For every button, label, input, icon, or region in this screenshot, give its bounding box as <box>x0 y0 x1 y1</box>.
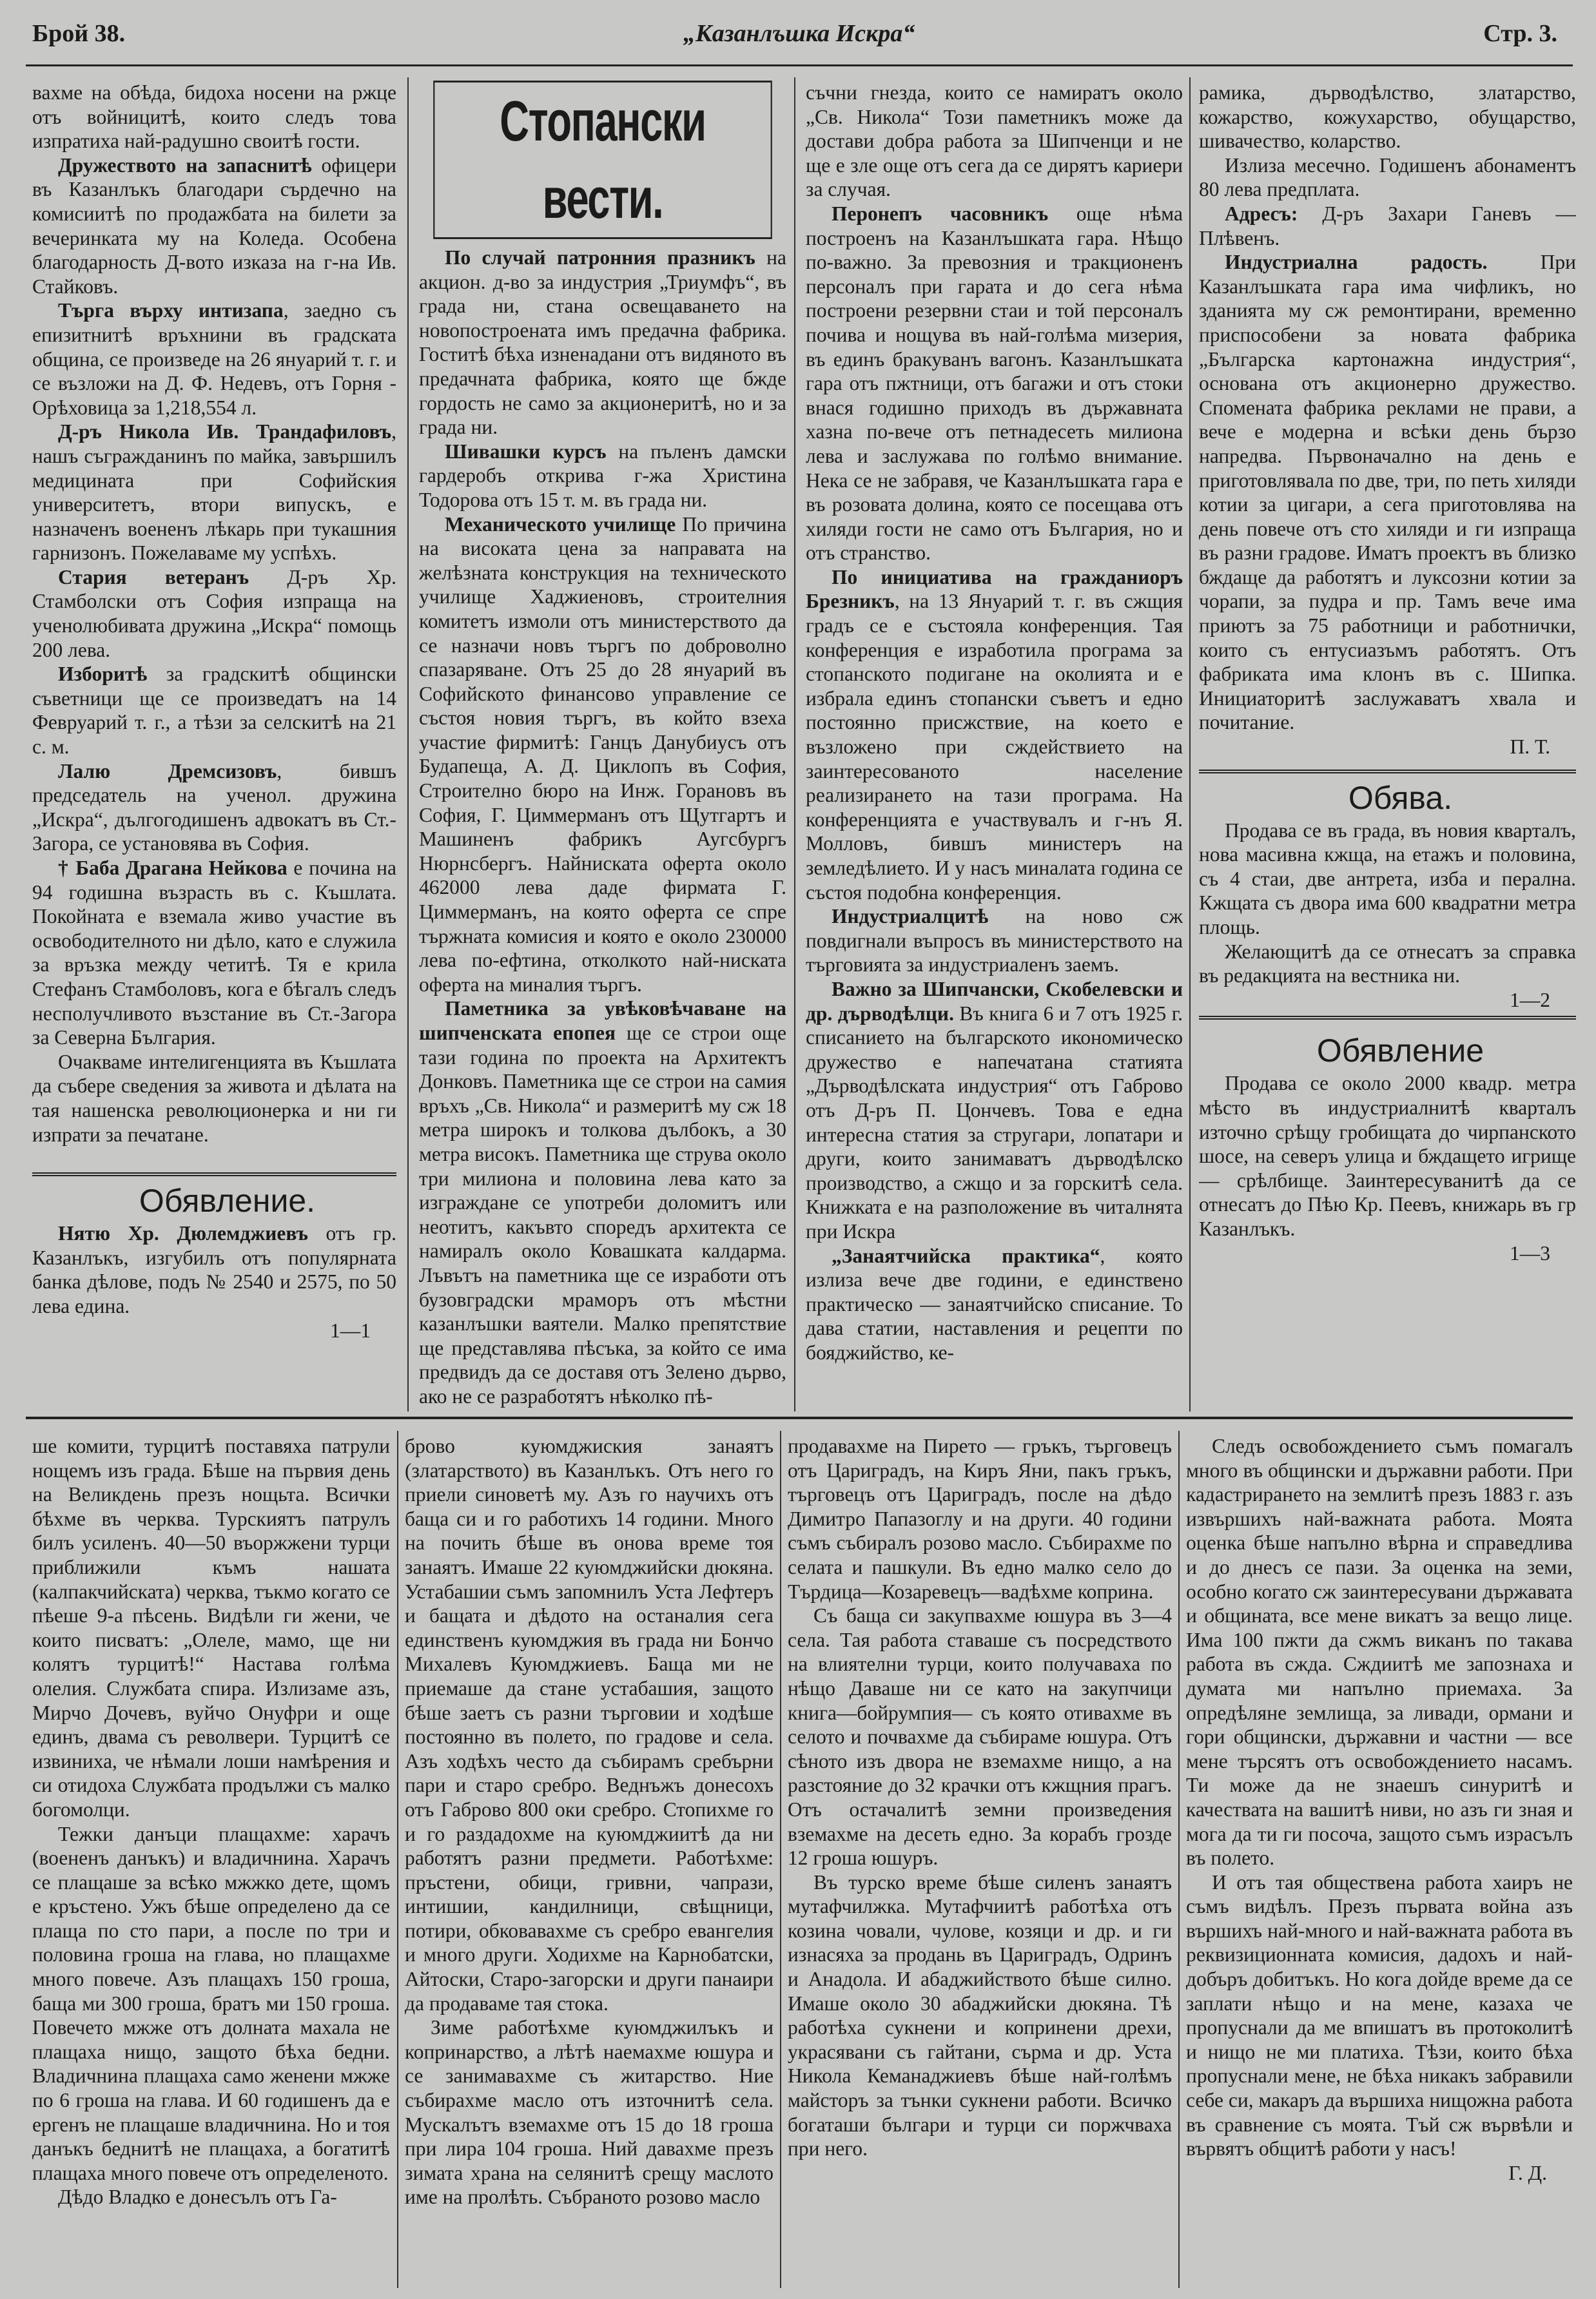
bottom-column-3 <box>788 1434 1172 2285</box>
ad-number: 1—2 <box>1510 988 1550 1011</box>
article-text: Тежки данъци плащахме: харачъ (воененъ данъкъ) и владичнина. Харачъ се плащаше за всѣко мжжко дете, щомъ е кръстено. Ужъ бѣше определено да се плаща по сто пари, а после по три и половина гроша на глава, но плащахме много повече. Азъ плащахъ 150 гроша, баща ми 300 гроша, братъ ми 150 гроша. Повечето мжже отъ долната махала не плащаха нищо, защото бѣха бедни. Владичнина плащаха само женени мжже по 6 гроша на глава. И 60 годишенъ да е ергенъ не плащаше владичнина. Но и тоя данъкъ беднитѣ не плащаха, а богатитѣ плащаха много повече отъ определеното. <box>32 1822 390 2184</box>
article-headline: Адресъ: <box>1225 202 1298 225</box>
ad-heading: Обявление <box>1316 1033 1484 1069</box>
memoir-part-4 <box>1186 1434 1573 2161</box>
article-headline: Перонепъ часовникъ <box>832 202 1049 225</box>
article-headline: Шивашки курсъ <box>445 440 607 463</box>
ad-text: Продава се около 2000 квадр. метра мѣсто въ индустриалнитѣ кварталъ източно срѣщу гробищата до чирпанското шосе, на северъ улица и бждащето игрище — срѣлбище. Заинтересуванитѣ да се отнесатъ до Пѣю Кр. Пеевъ, книжарь въ гр Казанлъкъ. <box>1199 1072 1576 1240</box>
article-paragraph <box>1186 1434 1573 1870</box>
land-sale-ad <box>1199 1030 1576 1265</box>
bottom-column-1 <box>32 1434 390 2285</box>
article-paragraph <box>806 977 1183 1244</box>
article-paragraph <box>419 512 786 997</box>
column-divider <box>407 77 409 1411</box>
article-text: Очакваме интелигенцията въ Къшлата да събере сведения за живота и дѣлата на тая нашенска революционерка и ни ги изпрати за печатане. <box>32 1050 396 1146</box>
article-text: Излиза месечно. Годишенъ абонаментъ 80 лева предплата. <box>1199 153 1576 201</box>
article-headline: Индустриалцитѣ <box>832 905 989 928</box>
article-paragraph <box>32 759 396 856</box>
notice-body: отъ гр. Казанлъкъ, изгубилъ отъ популярната банка дѣлове, подъ № 2540 и 2575, по 50 лева едина. <box>32 1222 396 1317</box>
article-paragraph <box>1199 81 1576 153</box>
article-text: е почина на 94 годишна възрасть въ с. Къшлата. Покойната е вземала живо участие въ освободителното ни дѣло, като е служила за връзка между четитѣ. Тя е крила Стефанъ Стамболовъ, кога е бѣгалъ следъ несполучливото възстание въ Ст.-Загора за Северна България. <box>32 857 396 1049</box>
lost-shares-notice <box>32 1172 396 1346</box>
header-divider <box>26 64 1573 66</box>
article-text: Следъ освобождението съмъ помагалъ много въ общински и държавни работи. При кадастрирането на землитѣ презъ 1883 г. азъ извършихъ най-важната работа. Моята оценка бѣше напълно вѣрна и справедлива и до днесъ се пази. За оценка на земи, особно когато сж заинтересувани държавата и общината, все мене викатъ за вещо лице. Има 100 пжти да сжмъ виканъ по такава работа въ сжда. Сждиитѣ ме запознаха и думата ми напълно приемаха. За опредѣляне землища, за ливади, ормани и гори общински, държавни и частни — все мене търсятъ отъ освобождението насамъ. Ти може да не знаешъ синуритѣ и качествата на вашитѣ ниви, но азъ ги зная и мога да ти ги посоча, защото съмъ израсълъ въ полето. <box>1186 1435 1573 1870</box>
article-paragraph <box>32 565 396 662</box>
page-number: Стр. 3. <box>1483 20 1557 47</box>
article-paragraph <box>788 1870 1172 2161</box>
section-title: Стопански вести. <box>433 81 772 239</box>
memoir-part-2 <box>405 1434 774 2209</box>
article-paragraph <box>32 81 396 153</box>
notice-text <box>32 1221 396 1318</box>
memoir-part-1 <box>32 1434 390 2209</box>
ad-number: 1—3 <box>1510 1241 1550 1265</box>
article-text: , заедно съ епизитнитѣ връхнини въ градската община, се произведе на 26 януарий т. г. и се възложи на Д. Ф. Недевъ, отъ Горня - Орѣховица за 1,218,554 л. <box>32 299 396 419</box>
top-column-4 <box>1199 81 1576 1408</box>
article-paragraph <box>806 1244 1183 1365</box>
article-text: съчни гнезда, които се намиратъ около „Св. Никола“ Този паметникъ може да достави добра работа за Шипченци и не ще е зле още отъ сега да се дирятъ кариери за случая. <box>806 81 1183 201</box>
column-divider <box>794 77 795 1411</box>
article-paragraph <box>1199 153 1576 202</box>
article-text: И отъ тая обществена работа хаиръ не съмъ видѣлъ. Презъ първата война азъ вършихъ най-много и най-важната работа въ реквизиционната комисия, дадохъ и най-добъръ добитъкъ. Но кога дойде време да се заплати нѣщо и на мене, казаха че пропуснали да ме впишатъ въ протоколитѣ и нищо не ми платиха. Тѣзи, които бѣха пропуснали мене, не бѣха никакъ забравили себе си, макаръ да вършиха нищожна работа въ сравнение съ моята. Тъй сж вървѣли и вървятъ общитѣ работи у насъ! <box>1186 1870 1573 2160</box>
ad-text: Желающитѣ да се отнесатъ за справка въ редакцията на вестника ни. <box>1199 940 1576 987</box>
column-divider <box>780 1431 781 2288</box>
article-paragraph <box>32 662 396 759</box>
notice-name: Нятю Хр. Дюлемджиевъ <box>58 1222 308 1245</box>
article-headline: Лалю Дремсизовъ <box>58 759 277 782</box>
article-paragraph <box>1199 250 1576 735</box>
article-paragraph <box>32 420 396 565</box>
article-paragraph <box>419 996 786 1408</box>
top-column-2 <box>419 81 786 1408</box>
notice-heading: Обявление. <box>139 1183 316 1219</box>
article-text: Съ баща си закупвахме юшура въ 3—4 села. Тая работа ставаше съ посредството на влиятелни турци, които получаваха по нѣщо Даваше ни се като на закупчици книга—бойрумпия— съ която отивахме въ селото и почвахме да събираме юшура. Отъ сѣното изъ двора не вземахме нищо, а на разстояние до 32 крачки отъ кжщния прагъ. Отъ остачалитѣ земни произведения вземахме на десеть едно. За корабъ грозде 12 гроша юшуръ. <box>788 1604 1172 1870</box>
top-column-1 <box>32 81 396 1408</box>
article-text: , на 13 Януарий т. г. въ сжщия градъ се е състояла конференция. Тая конференция е изработила програма за стопанското подигане на околията и е избрала единъ стопански съветъ и едно постоянно присжствие, на което е възложено при сждействието на заинтересованото население реализирането на тази програма. На конференцията е участвувалъ и г-нъ Я. Молловъ, бившъ министеръ на земледѣлието. И у насъ миналата година се състоя подобна конференция. <box>806 590 1183 904</box>
article-text: Д-ръ Хр. Стамболски отъ София изпраща на ученолюбивата дружина „Искра“ помощь 200 лева. <box>32 565 396 661</box>
article-paragraph <box>1199 202 1576 250</box>
article-headline: † Баба Драгана Нейкова <box>58 857 287 879</box>
column-divider <box>397 1431 398 2288</box>
article-headline: Дружеството на запаснитѣ <box>58 153 312 177</box>
article-text: на акцион. д-во за индустрия „Триумфъ“, въ града ни, стана освещаването на новопостроената имъ предачна фабрика. Гоститѣ бѣха изненадани отъ видяното въ предачната фабрика, която ще бжде гордость не само за акционеритѣ, но и за града ни. <box>419 246 786 439</box>
article-paragraph <box>788 1604 1172 1870</box>
article-headline: Стария ветеранъ <box>58 565 249 588</box>
article-text: Въ книга 6 и 7 отъ 1925 г. списанието на българското икономическо дружество е напечатана статията „Дърводѣлската индустрия“ отъ Габрово отъ Д-ръ П. Цончевъ. Това е една интересна статия за стругари, лопатари и други, които занимаватъ дърводѣлско производство, а сжщо и за горскитѣ села. Книжката е на разположение въ читалнята при Искра <box>806 1002 1183 1243</box>
article-text: Дѣдо Владко е донесълъ отъ Га- <box>58 2186 337 2209</box>
article-paragraph <box>32 1822 390 2186</box>
article-paragraph <box>806 81 1183 202</box>
section-divider <box>26 1417 1573 1419</box>
issue-number: Брой 38. <box>32 20 126 47</box>
article-text: за градскитѣ общински съветници ще се произведатъ на 14 Февруарий т. г., а тѣзи за селскитѣ на 21 с. м. <box>32 663 396 759</box>
article-headline: Изборитѣ <box>58 663 148 686</box>
article-text: ще се строи още тази година по проекта на Архитектъ Донковъ. Паметника ще се строи на самия връхъ „Св. Никола“ и размеритѣ му сж 18 метра широкъ и толкова дълбокъ, а 30 метра високъ. Паметника ще струва около три милиона и половина лева като за изграждане се употреби доломитъ или неотитъ, какъвто споредъ архитекта се намиралъ около Ковашката калдарма. Лъвътъ на паметника ще се изработи отъ бузовградски мраморъ отъ мѣстни казанлъшки ваятели. Малко препятствие ще представлява пѣсъка, за който се има предвидъ да се доставя отъ Зелено дърво, ако не се разработятъ нѣколко пѣ- <box>419 1022 786 1408</box>
article-text: рамика, дърводѣлство, златарство, кожарство, кожухарство, обущарство, шивачество, коларство. <box>1199 81 1576 153</box>
article-headline: По инициатива на гражданиоръ Брезникъ <box>806 565 1183 613</box>
article-text: вахме на обѣда, бидоха носени на ржце отъ войницитѣ, които следъ това изпратиха най-радушно своитѣ гости. <box>32 81 396 153</box>
article-text: Въ турско време бѣше силенъ занаятъ мутафчилжка. Мутафчиитѣ работѣха отъ козина човали, чулове, козяци и др. и ги изнасяха за продань въ Цариградъ, Одринъ и Анадола. И абаджийството бѣше силно. Имаше около 30 абаджийски дюкяна. Тѣ работѣха сукнени и копринени дрехи, украсявани съ гайтани, сърма и др. Уста Никола Кеманаджиевъ бѣше най-голѣмъ майсторъ за тънки сукнени работи. Всичко богаташи българи и турци си поржчваха при него. <box>788 1870 1172 2160</box>
memoir-signature: Г. Д. <box>1508 2161 1547 2184</box>
column-divider <box>1189 77 1191 1411</box>
article-headline: По случай патронния празникъ <box>445 246 755 269</box>
article-text: При Казанлъшката гара има чифликъ, но зданията му сж ремонтирани, временно приспособени за новата фабрика „Българска картонажна индустрия“, основана отъ акционерно дружество. Спомената фабрика реклами не прави, а вече е модерна и всѣки день бързо напредва. Първоначално на день е приготовлявала по две, три, по петь хиляди котии за цигари, а сега приготовлява на день повече отъ сто хиляди и ги изпраща въ разни градове. Иматъ проектъ въ близко бждаще да работятъ и луксозни котии за чорапи, за пудра и пр. Тамъ вече има приютъ за 75 работници и работнички, които съ ентусиазъмъ работятъ. Отъ фабриката има клонъ въ с. Шипка. Инициаторитѣ заслужаватъ хвала и почитание. <box>1199 251 1576 734</box>
ad-heading: Обява. <box>1348 779 1453 816</box>
memoir-part-3 <box>788 1434 1172 2161</box>
article-paragraph <box>806 904 1183 977</box>
article-text: продавахме на Пирето — гръкъ, търговецъ отъ Цариградъ, на Киръ Яни, пакъ гръкъ, търговецъ отъ Цариградъ, после на дѣдо Димитро Папазоглу и на други. 40 години съмъ събиралъ розово масло. Събирахме по селата и пашкули. Въ едно малко село до Търдица—Козаревецъ—вадѣхме коприна. <box>788 1435 1172 1603</box>
ad-text: Продава се въ града, въ новия кварталъ, нова масивна кжща, на етажъ и половина, съ 4 стаи, две антрета, изба и перална. Кжщата съ двора има 600 квадратни метра площь. <box>1199 819 1576 938</box>
article-headline: Търга върху интизапа <box>58 299 284 322</box>
article-paragraph <box>32 153 396 299</box>
top-column-3 <box>806 81 1183 1408</box>
article-paragraph <box>32 1434 390 1822</box>
article-text: Зиме работѣхме куюмджилъкъ и копринарство, а лѣтѣ наемахме юшура и се занимавахме съ житарство. Ние събирахме масло отъ източнитѣ села. Мускалътъ вземахме отъ 15 до 18 гроша при лира 104 гроша. Ний давахме презъ зимата храна на селянитѣ срещу маслото име на пролѣть. Събраното розово масло <box>405 2016 774 2209</box>
house-sale-ad <box>1199 770 1576 1020</box>
bottom-column-2 <box>405 1434 774 2285</box>
col4-articles <box>1199 81 1576 735</box>
bottom-column-4 <box>1186 1434 1573 2285</box>
article-text: , бившъ председатель на ученол. дружина „Искра“, дългогодишенъ адвокатъ въ Ст.-Загора, се установява въ София. <box>32 759 396 855</box>
article-paragraph <box>788 1434 1172 1604</box>
article-headline: Паметника за увѣковѣчаване на шипченската епопея <box>419 997 786 1044</box>
article-headline: Механическото училище <box>445 512 676 536</box>
notice-number: 1—1 <box>330 1319 371 1342</box>
article-paragraph <box>405 1434 774 2015</box>
article-paragraph <box>32 856 396 1050</box>
article-text: още нѣма построенъ на Казанлъшката гара. Нѣщо по-важно. За превозния и тракционенъ персоналъ при гарата и до сега нѣма построени резервни стаи и той персоналъ почива и нощува въ най-голѣма мизерия, въ единъ бракуванъ вагонъ. Казанлъшката гара отъ пжтници, отъ багажи и отъ стоки внася годишно приходъ въ държавната хазна по-вече отъ петнадесеть милиона лева и заслужава по голѣмо внимание. Нека се не забравя, че Казанлъшката гара е въ розовата долина, която се посещава отъ хиляди гости не само отъ България, но и отъ странство. <box>806 202 1183 565</box>
article-signature: П. Т. <box>1510 735 1550 759</box>
article-text: офицери въ Казанлъкъ благодари сърдечно на комисиитѣ по продажбата на билети за вечеринката му на Коледа. Особена благодарность Д-вото изказа на г-на Ив. Стайковъ. <box>32 153 396 298</box>
article-text: брово куюмджиския занаятъ (златарството) въ Казанлъкъ. Отъ него го приели синоветѣ му. Азъ го научихъ отъ баща си и го работихъ 14 години. Много на почить бѣше въ онова време тоя занаятъ. Имаше 22 куюмджийски дюкяна. Устабашии съмъ запомнилъ Уста Лефтеръ и бащата и дѣдото на останалия сега единственъ куюмджия въ града ни Бончо Михалевъ Куюмджиевъ. Баща ми не приемаше да стане устабашия, защото бѣше заетъ съ разни търговии и ходѣше постоянно въ полето, по градове и села. Азъ ходѣхъ често да събирамъ сребърни пари и старо сребро. Веднъжъ донесохъ отъ Габрово 800 оки сребро. Стопихме го и го раздадохме на куюмджиитѣ да ни работятъ разни предмети. Работѣхме: пръстени, обици, гривни, чапрази, интишии, кандилници, свѣщници, потири, обковавахме съ сребро евангелия и много други. Ходихме на Карнобатски, Айтоски, Старо-загорски и други панаири да продаваме тая стока. <box>405 1435 774 2015</box>
article-headline: Важно за Шипчански, Скобелевски и др. дърводѣлци. <box>806 977 1183 1025</box>
article-paragraph <box>419 440 786 512</box>
article-paragraph <box>806 565 1183 904</box>
article-headline: „Занаятчийска практика“ <box>832 1244 1100 1267</box>
article-text: ше комити, турцитѣ поставяха патрули нощемъ изъ града. Бѣше на първия день на Великдень презъ нощьта. Всички бѣхме въ черква. Турскиятъ патрулъ билъ усиленъ. 40—50 въоржжени турци приближили къмъ нашата (калпакчийската) черква, тъкмо когато се пѣеше 9-а пѣсень. Видѣли ги жени, че които писватъ: „Олеле, мамо, ще ни колятъ турцитѣ!“ Настава голѣма олелия. Службата спира. Излизаме азъ, Мирчо Дочевъ, вуйчо Онуфри и още единъ, двама съ револвери. Турцитѣ се извиниха, че нѣмали лоши намѣрения и си отидоха Службата продължи съ малко богомолци. <box>32 1435 390 1821</box>
article-paragraph <box>32 1050 396 1147</box>
article-paragraph <box>32 298 396 420</box>
col3-articles <box>806 81 1183 1364</box>
article-paragraph <box>1186 1870 1573 2161</box>
article-text: на ново сж повдигнали въпросъ въ министерството на търговията за индустриаленъ заемъ. <box>806 905 1183 976</box>
article-paragraph <box>405 2015 774 2209</box>
article-headline: Индустриална радость. <box>1225 251 1488 274</box>
col1-articles <box>32 81 396 1147</box>
column-divider <box>1178 1431 1180 2288</box>
article-text: , нашъ съгражданинъ по майка, завършилъ медицината при Софийския университетъ, втори випускъ, е назначенъ воененъ лѣкарь при тукашния гарнизонъ. Пожелаваме му успѣхъ. <box>32 420 396 565</box>
col2-articles <box>419 246 786 1408</box>
newspaper-title: „Казанлъшка Искра“ <box>683 20 915 47</box>
article-text: По причина на високата цена за направата на желѣзната конструкция на техническото училище Хаджиеновъ, строителния комитетъ измоли отъ министерството да се назначи новъ търгъ по доброволно спазаряване. Отъ 25 до 28 януарий въ Софийското финансово управление се състоя новия търгъ, въ който взеха участие фирмитѣ: Ганцъ Данубиусъ отъ Будапеща, А. Д. Циклопъ въ София, Строително бюро на Инж. Горановъ въ София, Г. Циммерманъ отъ Щутгартъ и Машиненъ фабрикъ Аугсбургъ Нюрнсбергъ. Найниската оферта около 462000 лева даде фирмата Г. Циммерманъ, на която оферта се спре тържната комисия и която е около 230000 лева по-ефтина, отколкото най-ниската оферта на миналия търгъ. <box>419 512 786 996</box>
article-paragraph <box>419 246 786 440</box>
article-text: на пъленъ дамски гардеробъ открива г-жа Христина Тодорова отъ 15 т. м. въ града ни. <box>419 440 786 511</box>
article-text: Д-ръ Захари Ганевъ — Плѣвенъ. <box>1199 202 1576 249</box>
article-paragraph <box>32 2185 390 2209</box>
article-headline: Д-ръ Никола Ив. Трандафиловъ <box>58 420 392 443</box>
article-paragraph <box>806 202 1183 565</box>
article-text: , която излиза вече две години, е единствено практическо — занаятчийско списание. То дава статии, наставления и рецепти по бояджийство, ке- <box>806 1244 1183 1364</box>
